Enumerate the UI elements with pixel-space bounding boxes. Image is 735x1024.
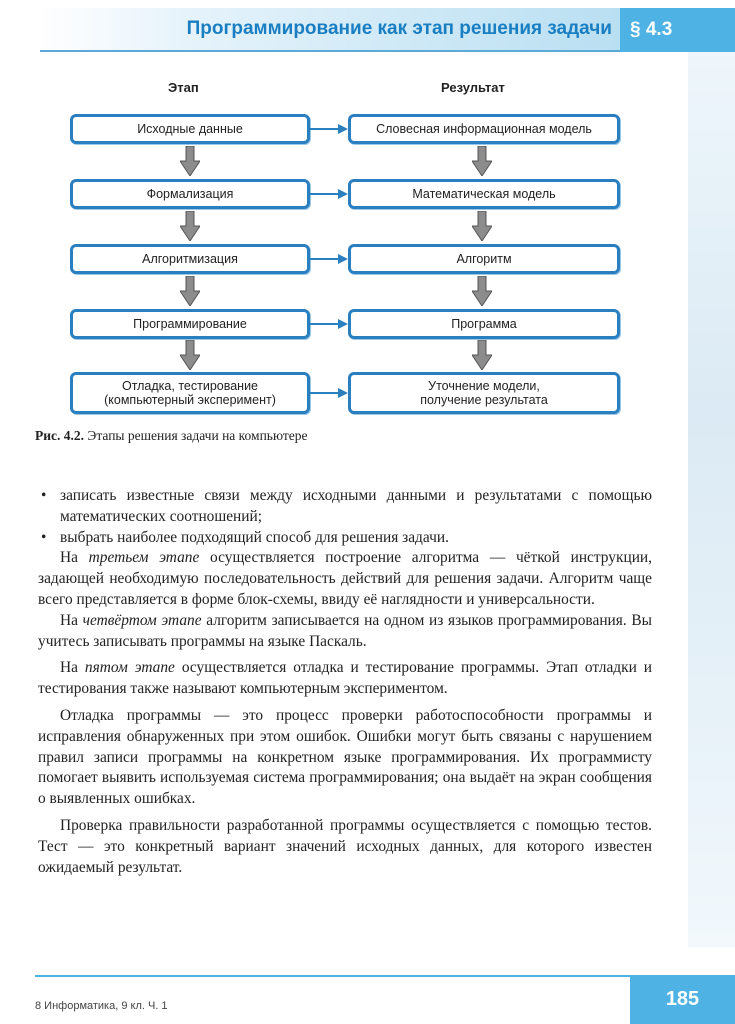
result-label-secondary: получение результата [420, 393, 548, 407]
paragraph-fourth-stage [38, 611, 652, 653]
stage-box-debugging [70, 372, 310, 414]
figure-caption-text: Этапы решения задачи на компьютере [87, 428, 308, 443]
result-box-verbal-model [348, 114, 620, 144]
paragraph-text: осуществляется построение алгоритма — чёткой инструкции, задающей необходимую последовательность действий для решения задачи. Алгоритм чаще всего представляется в форме блок-схемы, ввиду её наглядности и универсальности. [38, 549, 653, 608]
arrow-down-icon [180, 276, 200, 306]
stage-box-algorithmization [70, 244, 310, 274]
chapter-header [40, 8, 620, 52]
column-header-stage: Этап [168, 80, 199, 95]
footer-note: 8 Информатика, 9 кл. Ч. 1 [35, 1000, 168, 1012]
arrow-down-icon [472, 340, 492, 370]
side-decoration [688, 52, 735, 947]
arrow-down-icon [180, 211, 200, 241]
stage-label: Отладка, тестирование [121, 379, 259, 393]
result-label: Программа [451, 317, 517, 331]
arrow-down-icon [472, 146, 492, 176]
stage-label: Формализация [146, 187, 234, 201]
stage-label: Исходные данные [137, 122, 243, 136]
result-label: Математическая модель [412, 187, 556, 201]
paragraph-fifth-stage [38, 658, 652, 700]
arrow-right-icon [310, 188, 348, 200]
emphasis-term: четвёртом этапе [82, 611, 202, 629]
page-title: Программирование как этап решения задачи [186, 18, 612, 39]
arrow-right-icon [310, 387, 348, 399]
stage-box-formalization [70, 179, 310, 209]
result-label: Словесная информационная модель [376, 122, 592, 136]
arrow-down-icon [180, 340, 200, 370]
stage-box-programming [70, 309, 310, 339]
figure-caption-label: Рис. 4.2. [35, 428, 85, 443]
result-label: Алгоритм [456, 252, 512, 266]
result-box-algorithm [348, 244, 620, 274]
stage-label: Программирование [133, 317, 247, 331]
arrow-right-icon [310, 253, 348, 265]
paragraph-debugging: Отладка программы — это процесс проверки работоспособности программы и исправления обнаруженных при этом ошибок. Ошибки могут быть связаны с нарушением правил записи программы на конкретном языке программирования. Их программисту помогает выявить используемая система программирования; она выдаёт на экран сообщения о выявленных ошибках. [38, 706, 652, 808]
result-box-math-model [348, 179, 620, 209]
bullet-list [38, 486, 652, 548]
arrow-down-icon [472, 211, 492, 241]
arrow-right-icon [310, 318, 348, 330]
figure-caption [35, 428, 308, 444]
paragraph-testing: Проверка правильности разработанной программы осуществляется с помощью тестов. Тест — это конкретный вариант значений исходных данных, для которого известен ожидаемый результат. [38, 816, 652, 876]
stage-label-secondary: (компьютерный эксперимент) [104, 393, 276, 407]
emphasis-term: пятом этапе [84, 659, 175, 677]
paragraph-text: На [60, 549, 89, 567]
emphasis-term: третьем этапе [88, 549, 200, 567]
stage-box-initial-data [70, 114, 310, 144]
arrow-down-icon [472, 276, 492, 306]
result-label: Уточнение модели, [428, 379, 540, 393]
result-box-refinement [348, 372, 620, 414]
column-header-result: Результат [441, 80, 505, 95]
arrow-right-icon [310, 123, 348, 135]
page-number: 185 [630, 975, 735, 1024]
list-item: • выбрать наиболее подходящий способ для решения задачи. [38, 528, 652, 549]
stage-label: Алгоритмизация [142, 252, 238, 266]
section-badge: § 4.3 [620, 8, 735, 52]
paragraph-third-stage [38, 548, 652, 610]
paragraph-text: На [60, 659, 85, 677]
arrow-down-icon [180, 146, 200, 176]
paragraph-text: алгоритм записывается на одном из языков программирования. Вы учитесь записывать программы на языке Паскаль. [38, 611, 652, 650]
body-text [38, 486, 652, 878]
paragraph-text: На [60, 611, 83, 629]
footer-divider [35, 975, 630, 977]
list-item: • записать известные связи между исходными данными и результатами с помощью математических соотношений; [38, 486, 652, 528]
result-box-program [348, 309, 620, 339]
paragraph-text: осуществляется отладка и тестирование программы. Этап отладки и тестирования также называют компьютерным экспериментом. [38, 659, 653, 698]
